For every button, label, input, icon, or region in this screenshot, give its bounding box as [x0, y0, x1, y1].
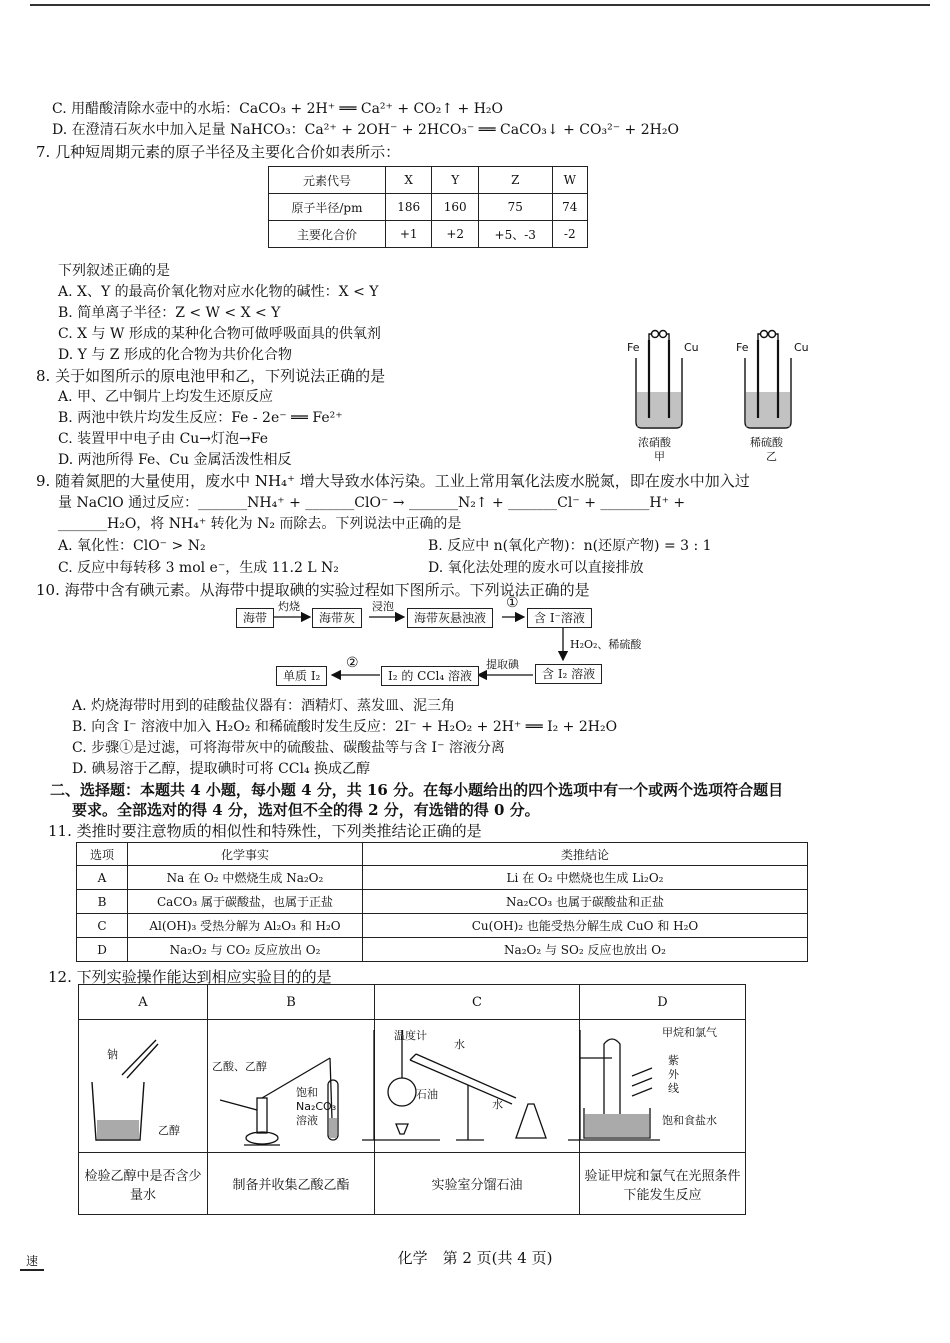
q7-cell: 186: [385, 194, 432, 221]
option-c-top: C. 用醋酸清除水壶中的水垢：CaCO₃ + 2H⁺ ══ Ca²⁺ + CO₂↑ + H₂O: [52, 101, 504, 117]
q11-th: 化学事实: [128, 843, 363, 866]
label-solution: 溶液: [296, 1114, 318, 1127]
q7-cell: 主要化合价: [269, 221, 386, 248]
q11-cell: Li 在 O₂ 中燃烧也生成 Li₂O₂: [363, 866, 808, 890]
flow-box-seaweed: 海带: [236, 608, 274, 628]
q7-option-d: D. Y 与 Z 形成的化合物为共价化合物: [58, 347, 292, 363]
q12-th: C: [375, 985, 580, 1020]
q9-option-d: D. 氧化法处理的废水可以直接排放: [428, 560, 644, 576]
q11-cell: D: [77, 938, 128, 962]
flow-box-ash: 海带灰: [312, 608, 362, 628]
fe-label-jia: Fe: [627, 341, 640, 354]
q7-cell: +1: [385, 221, 432, 248]
q10-option-c: C. 步骤①是过滤，可将海带灰中的硫酸盐、碳酸盐等与含 I⁻ 溶液分离: [72, 740, 505, 756]
q9-option-a: A. 氧化性：ClO⁻ > N₂: [58, 538, 206, 554]
q7-cell: 75: [478, 194, 552, 221]
fe-label-yi: Fe: [736, 341, 749, 354]
q12-purpose-b: 制备并收集乙酸乙酯: [208, 1153, 375, 1215]
label-ethanol: 乙醇: [158, 1124, 180, 1137]
q9-line2: 量 NaClO 通过反应：_______NH₄⁺ + _______ClO⁻ → _______N₂↑ + _______Cl⁻ + _______H⁺ +: [58, 495, 686, 511]
label-uv-2: 外: [668, 1068, 679, 1081]
q9-option-b: B. 反应中 n(氧化产物)：n(还原产物) = 3 : 1: [428, 538, 712, 554]
q9-line3: _______H₂O，将 NH₄⁺ 转化为 N₂ 而除去。下列说法中正确的是: [58, 516, 462, 532]
label-acid-alcohol: 乙酸、乙醇: [212, 1060, 267, 1073]
flow-label-oxidize: H₂O₂、稀硫酸: [570, 638, 642, 651]
flow-label-soak: 浸泡: [372, 600, 394, 613]
flow-box-iodine: 单质 I₂: [276, 666, 327, 686]
q10-option-b: B. 向含 I⁻ 溶液中加入 H₂O₂ 和稀硫酸时发生反应：2I⁻ + H₂O₂ + 2H⁺ ══ I₂ + 2H₂O: [72, 719, 618, 735]
option-d-top: D. 在澄清石灰水中加入足量 NaHCO₃：Ca²⁺ + 2OH⁻ + 2HCO₃⁻ ══ CaCO₃↓ + CO₃²⁻ + 2H₂O: [52, 122, 679, 138]
label-methane-chlorine: 甲烷和氯气: [662, 1026, 717, 1039]
q12-th: B: [208, 985, 375, 1020]
acid-label-jia: 浓硝酸: [638, 436, 671, 449]
q8-option-c: C. 装置甲中电子由 Cu→灯泡→Fe: [58, 431, 268, 447]
q7-th-2: Y: [432, 167, 479, 194]
section2-instructions: 要求。全部选对的得 4 分，选对但不全的得 2 分，有选错的得 0 分。: [72, 801, 540, 819]
flow-label-step2: ②: [346, 655, 359, 671]
q11-cell: Al(OH)₃ 受热分解为 Al₂O₃ 和 H₂O: [128, 914, 363, 938]
q7-cell: +5、-3: [478, 221, 552, 248]
q10-option-d: D. 碘易溶于乙醇，提取碘时可将 CCl₄ 换成乙醇: [72, 761, 371, 777]
q7-th-0: 元素代号: [269, 167, 386, 194]
q7-cell: 160: [432, 194, 479, 221]
label-brine: 饱和食盐水: [662, 1114, 717, 1127]
q11-cell: CaCO₃ 属于碳酸盐，也属于正盐: [128, 890, 363, 914]
acid-label-yi: 稀硫酸: [750, 436, 783, 449]
q11-cell: B: [77, 890, 128, 914]
flow-box-ccl4: I₂ 的 CCl₄ 溶液: [381, 666, 479, 686]
q9-option-c: C. 反应中每转移 3 mol e⁻，生成 11.2 L N₂: [58, 560, 339, 576]
q7-prompt: 下列叙述正确的是: [58, 263, 170, 279]
flow-label-step1: ①: [506, 595, 519, 611]
q7-th-3: Z: [478, 167, 552, 194]
q8-option-d: D. 两池所得 Fe、Cu 金属活泼性相反: [58, 452, 292, 468]
flow-box-iodine-solution: 含 I₂ 溶液: [535, 664, 602, 684]
q11-cell: C: [77, 914, 128, 938]
q7-th-1: X: [385, 167, 432, 194]
q11-cell: Na₂O₂ 与 CO₂ 反应放出 O₂: [128, 938, 363, 962]
q8-stem: 8. 关于如图所示的原电池甲和乙，下列说法正确的是: [36, 367, 386, 385]
label-saturated: 饱和: [296, 1086, 318, 1099]
label-petroleum: 石油: [416, 1088, 438, 1101]
cu-label-yi: Cu: [794, 341, 809, 354]
apparatus-a: [92, 1040, 158, 1140]
label-sodium-carbonate: Na₂CO₃: [296, 1100, 337, 1113]
flow-label-extract: 提取碘: [486, 658, 519, 671]
q10-option-a: A. 灼烧海带时用到的硅酸盐仪器有：酒精灯、蒸发皿、泥三角: [72, 698, 456, 714]
q12-stem: 12. 下列实验操作能达到相应实验目的的是: [48, 968, 332, 986]
flow-box-iodide: 含 I⁻溶液: [527, 608, 592, 628]
q11-th: 类推结论: [363, 843, 808, 866]
q11-cell: Na₂O₂ 与 SO₂ 反应也放出 O₂: [363, 938, 808, 962]
q12-purpose-c: 实验室分馏石油: [375, 1153, 580, 1215]
label-uv-3: 线: [668, 1082, 679, 1095]
q12-th: A: [79, 985, 208, 1020]
q7-option-b: B. 简单离子半径：Z < W < X < Y: [58, 305, 281, 321]
q11-cell: A: [77, 866, 128, 890]
q7-cell: -2: [552, 221, 587, 248]
q7-cell: +2: [432, 221, 479, 248]
corner-mark: 速: [20, 1252, 44, 1271]
apparatus-d: [568, 1030, 660, 1140]
q12-th: D: [580, 985, 746, 1020]
q12-purpose-d: 验证甲烷和氯气在光照条件下能发生反应: [580, 1153, 746, 1215]
q9-line1: 9. 随着氮肥的大量使用，废水中 NH₄⁺ 增大导致水体污染。工业上常用氧化法废水脱氮，即在废水中加入过: [36, 472, 750, 490]
cu-label-jia: Cu: [684, 341, 699, 354]
page-footer: 化学 第 2 页(共 4 页): [397, 1249, 553, 1267]
cell-name-jia: 甲: [654, 450, 665, 463]
cell-name-yi: 乙: [766, 450, 777, 463]
q7-stem: 7. 几种短周期元素的原子半径及主要化合价如表所示：: [36, 143, 401, 161]
label-thermometer: 温度计: [394, 1029, 427, 1042]
flow-box-suspension: 海带灰悬浊液: [407, 608, 493, 628]
q12-purpose-a: 检验乙醇中是否含少量水: [79, 1153, 208, 1215]
q7-cell: 74: [552, 194, 587, 221]
section2-heading: 二、选择题：本题共 4 小题，每小题 4 分，共 16 分。在每小题给出的四个选项中有一个或两个选项符合题目: [50, 781, 784, 799]
label-water-out: 水: [492, 1098, 503, 1111]
q7-option-a: A. X、Y 的最高价氧化物对应水化物的碱性：X < Y: [58, 284, 379, 300]
label-water-in: 水: [454, 1038, 465, 1051]
q11-cell: Na 在 O₂ 中燃烧生成 Na₂O₂: [128, 866, 363, 890]
q10-stem: 10. 海带中含有碘元素。从海带中提取碘的实验过程如下图所示。下列说法正确的是: [36, 581, 590, 599]
q7-th-4: W: [552, 167, 587, 194]
q11-th: 选项: [77, 843, 128, 866]
flow-label-burn: 灼烧: [278, 600, 300, 613]
label-sodium: 钠: [107, 1048, 118, 1061]
q7-option-c: C. X 与 W 形成的某种化合物可做呼吸面具的供氧剂: [58, 326, 381, 342]
q11-cell: Na₂CO₃ 也属于碳酸盐和正盐: [363, 890, 808, 914]
q11-cell: Cu(OH)₂ 也能受热分解生成 CuO 和 H₂O: [363, 914, 808, 938]
q8-option-b: B. 两池中铁片均发生反应：Fe - 2e⁻ ══ Fe²⁺: [58, 410, 343, 426]
q11-stem: 11. 类推时要注意物质的相似性和特殊性，下列类推结论正确的是: [48, 822, 482, 840]
q8-option-a: A. 甲、乙中铜片上均发生还原反应: [58, 389, 274, 405]
label-uv-1: 紫: [668, 1054, 679, 1067]
q7-cell: 原子半径/pm: [269, 194, 386, 221]
